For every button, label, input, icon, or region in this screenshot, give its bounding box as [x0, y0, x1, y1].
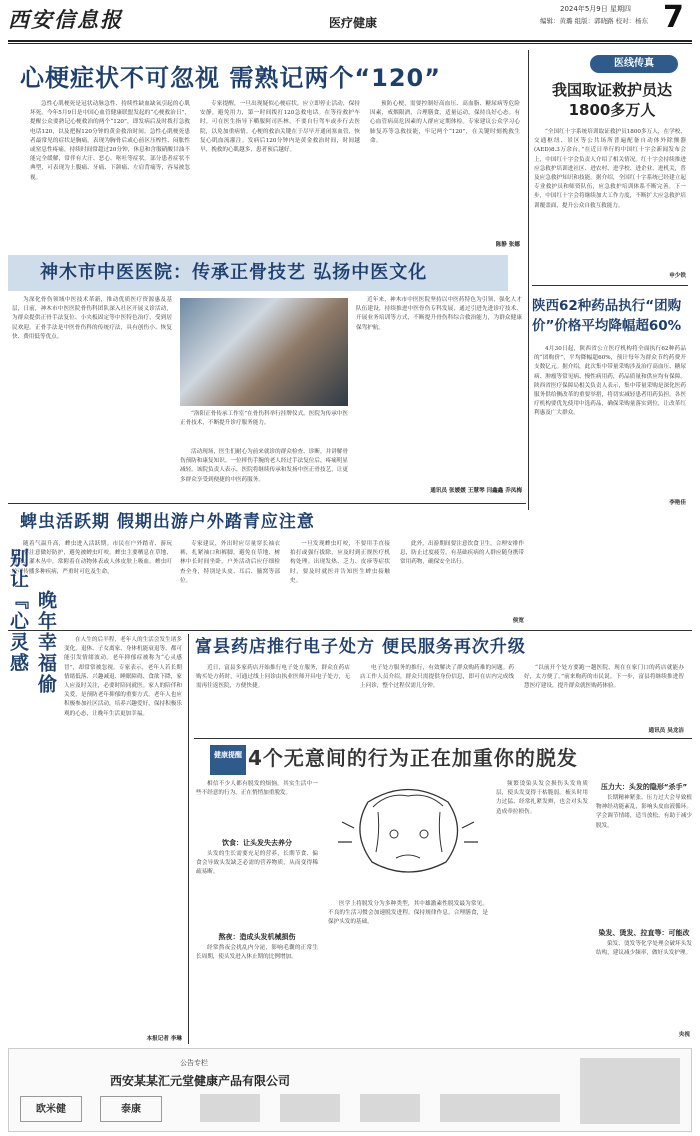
travel-article-col3: 一旦发现蜱虫叮咬，不要用手直接拍打或强行拔除，应及时到正规医疗机构处理。出现发热、乏力、皮疹等症状时，要及时就医并告知医生蜱虫接触史。 [290, 541, 390, 584]
travel-article-col4: 此外，出游期间要注意饮食卫生，合理安排作息，防止过度疲劳。有基础疾病的人群应随身携带常用药物，确保安全出行。 [400, 541, 524, 566]
side-article1-body: “全国红十字系统培训取证救护员1800多万人，在学校、交通枢纽、景区等公共场所普遍配备自动体外除颤器(AED)8.3万余台。”在近日举行的中国红十字会新闻发布会上，中国红十字会负责人介绍了相关情况。红十字会持续推进应急救护培训进社区、进农村、进学校、进企业、进机关，普及应急救护知识和技能。据介绍，全国红十字系统已经建立起专业救护员和师资队伍，应急救护培训体系不断完善。下一步，中国红十字会将继续加大工作力度，不断扩大应急救护培训覆盖面，提升公众自救互救能力。 [534, 129, 686, 209]
side-separator [532, 285, 688, 286]
side-column-divider [528, 50, 529, 510]
main-headline: 心梗症状不可忽视 需熟记两个“120” [20, 64, 441, 92]
health-tag: 健康提醒 [210, 745, 246, 775]
tcm-photo-caption: “洛阳正骨传承工作室”在骨伤科举行挂牌仪式。医院为传承中医正骨技术，不断提升诊疗服务能力。 [180, 411, 348, 426]
travel-headline: 蜱虫活跃期 假期出游户外踏青应注意 [20, 512, 315, 532]
section-title: 医疗健康 [328, 16, 377, 30]
ad-product-image-2 [280, 1094, 340, 1122]
tcm-article-col2: 活动现场，医生们耐心为前来就诊的群众检查、诊断，并讲解骨伤预防和康复知识。一位摔伤手腕的老人经过手法复位后，疼痛明显减轻。该院负责人表示，医院将继续传承和发扬中医正骨技艺，让更多群众享受到便捷的中医药服务。 [180, 449, 348, 483]
cold-article-body: 在人生的后半程，老年人的生活会发生诸多变化，退休、子女离家、身体机能衰退等，都可能引发情绪波动。老年抑郁症被称为“心灵感冒”，却常常被忽视。专家表示，老年人若长期情绪低落、兴趣减退、睡眠障碍、食欲下降，家人应及时关注，必要时陪同就医。家人的陪伴和关爱，是预防老年抑郁的重要方式。老年人也应积极参加社区活动，培养兴趣爱好，保持积极乐观的心态，让晚年生活更加幸福。 [64, 637, 182, 717]
behavior-col1-late-night: 经常熬夜会扰乱内分泌，影响毛囊的正常生长周期，使头发进入休止期的比例增加。 [196, 945, 318, 961]
paper-title: 西安信息报 [8, 7, 123, 32]
tcm-article-col3: 近年来，神木市中医医院坚持以中医药特色为引领，强化人才队伍建设，持续推进中医骨伤专科发展，通过引进先进诊疗技术、开展业务培训等方式，不断提升骨伤科综合救治能力，为群众健康保驾护航。 [356, 297, 522, 331]
ad-product-image-1 [200, 1094, 260, 1122]
behavior-col1-diet: 头发的生长需要充足的营养，长期节食、偏食会导致头发缺乏必需的营养物质，从而变得稀疏易断。 [196, 851, 318, 876]
column-badge: 医线传真 [590, 55, 678, 73]
ad-notice-label: 公告专栏 [180, 1059, 208, 1067]
pharmacy-headline: 富县药店推行电子处方 便民服务再次升级 [195, 637, 526, 657]
ad-logo-1: 欧米健 [20, 1096, 82, 1122]
behavior-byline: 央视 [678, 1032, 690, 1038]
ad-logo-2: 泰康 [100, 1096, 162, 1122]
travel-top-rule [8, 503, 526, 504]
tcm-article-byline: 通讯员 张媛媛 王慧琴 闫鑫鑫 乔凤梅 [430, 488, 522, 494]
behavior-col1-intro: 相信不少人都有脱发的烦恼。其实生活中一些不经意的行为，正在悄悄加重脱发。 [196, 781, 318, 797]
behavior-subhead-diet: 饮食：让头发失去养分 [222, 839, 292, 847]
pharmacy-article-col1: 近日，富县多家药店开始推行电子处方服务，群众在药店购买处方药时，可通过线上问诊由执业医师开具电子处方，无需再往返医院，方便快捷。 [196, 665, 350, 690]
ad-product-image-3 [360, 1094, 420, 1122]
page-number: 7 [663, 0, 684, 34]
behavior-col4-dye: 染发、烫发等化学处理会破坏头发结构，建议减少频率，做好头发护理。 [596, 941, 692, 957]
masthead-rule-thin [8, 43, 692, 44]
pharmacy-article-col3: “以前开个处方要跑一趟医院，现在在家门口的药店就能办好，太方便了。”前来购药的市民说。下一步，富县将继续推进智慧医疗建设，提升群众就医购药体验。 [524, 665, 684, 690]
behavior-subhead-stress: 压力大：头发的隐形“杀手” [600, 783, 688, 791]
pharmacy-article-byline: 通讯员 吴龙洁 [648, 728, 684, 734]
main-article-byline: 陈静 张娜 [495, 242, 520, 248]
editor-credits: 编辑：黄璐 组版：郭晓路 校对：杨东 [540, 17, 649, 25]
ad-company-name: 西安某某汇元堂健康产品有限公司 [110, 1074, 291, 1088]
tcm-photo [180, 298, 348, 406]
issue-date: 2024年5月9日 星期四 [560, 5, 631, 13]
travel-article-col1: 随着气温升高，蜱虫进入活跃期。市民在户外踏青、游玩时，要注意做好防护，避免被蜱虫叮咬。蜱虫主要栖息在草地、树林、灌木丛中，常附着在动物体表或人体皮肤上吸血。蜱虫叮咬可传播多种疾病，严重时可危及生命。 [12, 541, 172, 575]
behavior-col3: 频繁烫染头发会损伤头发角质层，使头发变得干枯脆弱。梳头时用力过猛、经常扎紧发辫，也会对头发造成牵拉损伤。 [496, 781, 588, 815]
travel-article-byline: 侯宽 [512, 618, 524, 624]
lower-section-rule [8, 630, 692, 631]
behavior-subhead-late-night: 熬夜：造成头发机械损伤 [218, 933, 296, 941]
behavior-headline: 4个无意间的行为正在加重你的脱发 [248, 746, 578, 770]
hair-loss-drawing [328, 782, 488, 894]
cold-headline-left: 别让『心灵感 [7, 548, 29, 674]
side-article2-body: 4月30日起，陕西省公立医疗机构将全面执行62种药品的“团购价”，平均降幅超60%，预计每年为群众节约药费开支数亿元。据介绍，此次集中带量采购涉及治疗高血压、糖尿病、肿瘤等常见病、慢性病用药，药品质量和供应均有保障。陕西省医疗保障局相关负责人表示，集中带量采购是深化医药服务供给侧改革的重要举措，将切实减轻患者用药负担。各医疗机构要优先使用中选药品，确保采购量落实到位，让改革红利惠及广大群众。 [534, 346, 686, 417]
main-article-col2: 专家提醒，一旦出现疑似心梗症状，应立即停止活动，保持安静，避免用力，第一时间拨打120急救电话。在等待救护车时，可在医生指导下嚼服阿司匹林。不要自行驾车或步行去医院，以免加重病情。心梗的救治关键在于尽早开通闭塞血管，恢复心肌血流灌注。发病后120分钟内是黄金救治时间，时间越早，挽救的心肌越多，患者预后越好。 [200, 101, 360, 154]
main-article-col3: 预防心梗，需要控制好高血压、高血脂、糖尿病等危险因素，戒烟限酒，合理膳食，适量运动，保持良好心态。有心血管病高危因素的人群应定期体检。专家建议公众学习心肺复苏等急救技能，牢记两个“120”，在关键时刻挽救生命。 [370, 101, 520, 144]
tcm-article-col1: 为深化骨伤领域中医技术革新，推动优质医疗资源惠及基层，日前，神木市中医医院骨伤科团队深入社区开展义诊活动，为群众提供正骨手法复位、小夹板固定等中医特色治疗，受到居民欢迎。正骨手法是中医骨伤科的传统疗法，具有创伤小、恢复快、费用低等优点。 [12, 297, 172, 340]
cold-headline-right: 晚年幸福偷 [35, 590, 57, 695]
ad-product-image-4 [440, 1094, 560, 1122]
side-article1-byline: 申少铁 [669, 273, 686, 279]
behavior-col4: 长期精神紧张、压力过大会导致植物神经功能紊乱，影响头皮血液循环。学会调节情绪，适当放松，有助于减少脱发。 [596, 795, 692, 829]
tcm-headline: 神木市中医医院：传承正骨技艺 弘扬中医文化 [8, 255, 508, 291]
cold-article-byline: 本报记者 李琳 [146, 1036, 182, 1042]
cold-column-divider [188, 634, 189, 1044]
side-article1-headline: 我国取证救护员达1800多万人 [551, 81, 672, 119]
hair-loss-illustration [328, 782, 488, 894]
main-article-col1: 急性心肌梗死是冠状动脉急性、持续性缺血缺氧引起的心肌坏死。今年5月9日是中国心血管健康联盟发起的“心梗救治日”，提醒公众要熟记心梗救治的两个“120”，即发病后及时拨打急救电话120，以及把握120分钟的黄金救治时间。急性心肌梗死患者最常见的症状是胸痛，表现为胸骨后或心前区压榨性、闷胀性或窒息性疼痛，持续时间常超过20分钟，休息和含服硝酸甘油不能完全缓解，常伴有大汗、恶心、呕吐等症状。部分患者症状不典型，可表现为上腹痛、牙痛、下颌痛、左肩背痛等，容易被忽视。 [30, 101, 190, 181]
behavior-col2: 医学上将脱发分为多种类型，其中雄激素性脱发最为常见。不良的生活习惯会加速脱发进程。保持规律作息，合理膳食，是保护头发的基础。 [328, 901, 488, 926]
side-article2-byline: 李艳佳 [669, 500, 686, 506]
behavior-subhead-dye: 染发、烫发、拉直等：可能改 [598, 929, 690, 937]
side-article2-headline: 陕西62种药品执行“团购价”价格平均降幅超60% [532, 298, 682, 334]
behavior-top-rule [194, 738, 692, 739]
ad-product-image-5 [580, 1058, 680, 1124]
travel-article-col2: 专家建议，外出时应尽量穿长袖衣裤，扎紧袖口和裤脚，避免在草地、树林中长时间坐卧。户外活动后应仔细检查全身，特别是头皮、耳后、腋窝等部位。 [180, 541, 280, 584]
pharmacy-article-col2: 电子处方服务的推行，有效解决了群众购药难的问题。药店工作人员介绍，群众只需提供身份信息，即可在店内完成线上问诊，整个过程仅需几分钟。 [360, 665, 514, 690]
masthead-rule [8, 40, 692, 42]
